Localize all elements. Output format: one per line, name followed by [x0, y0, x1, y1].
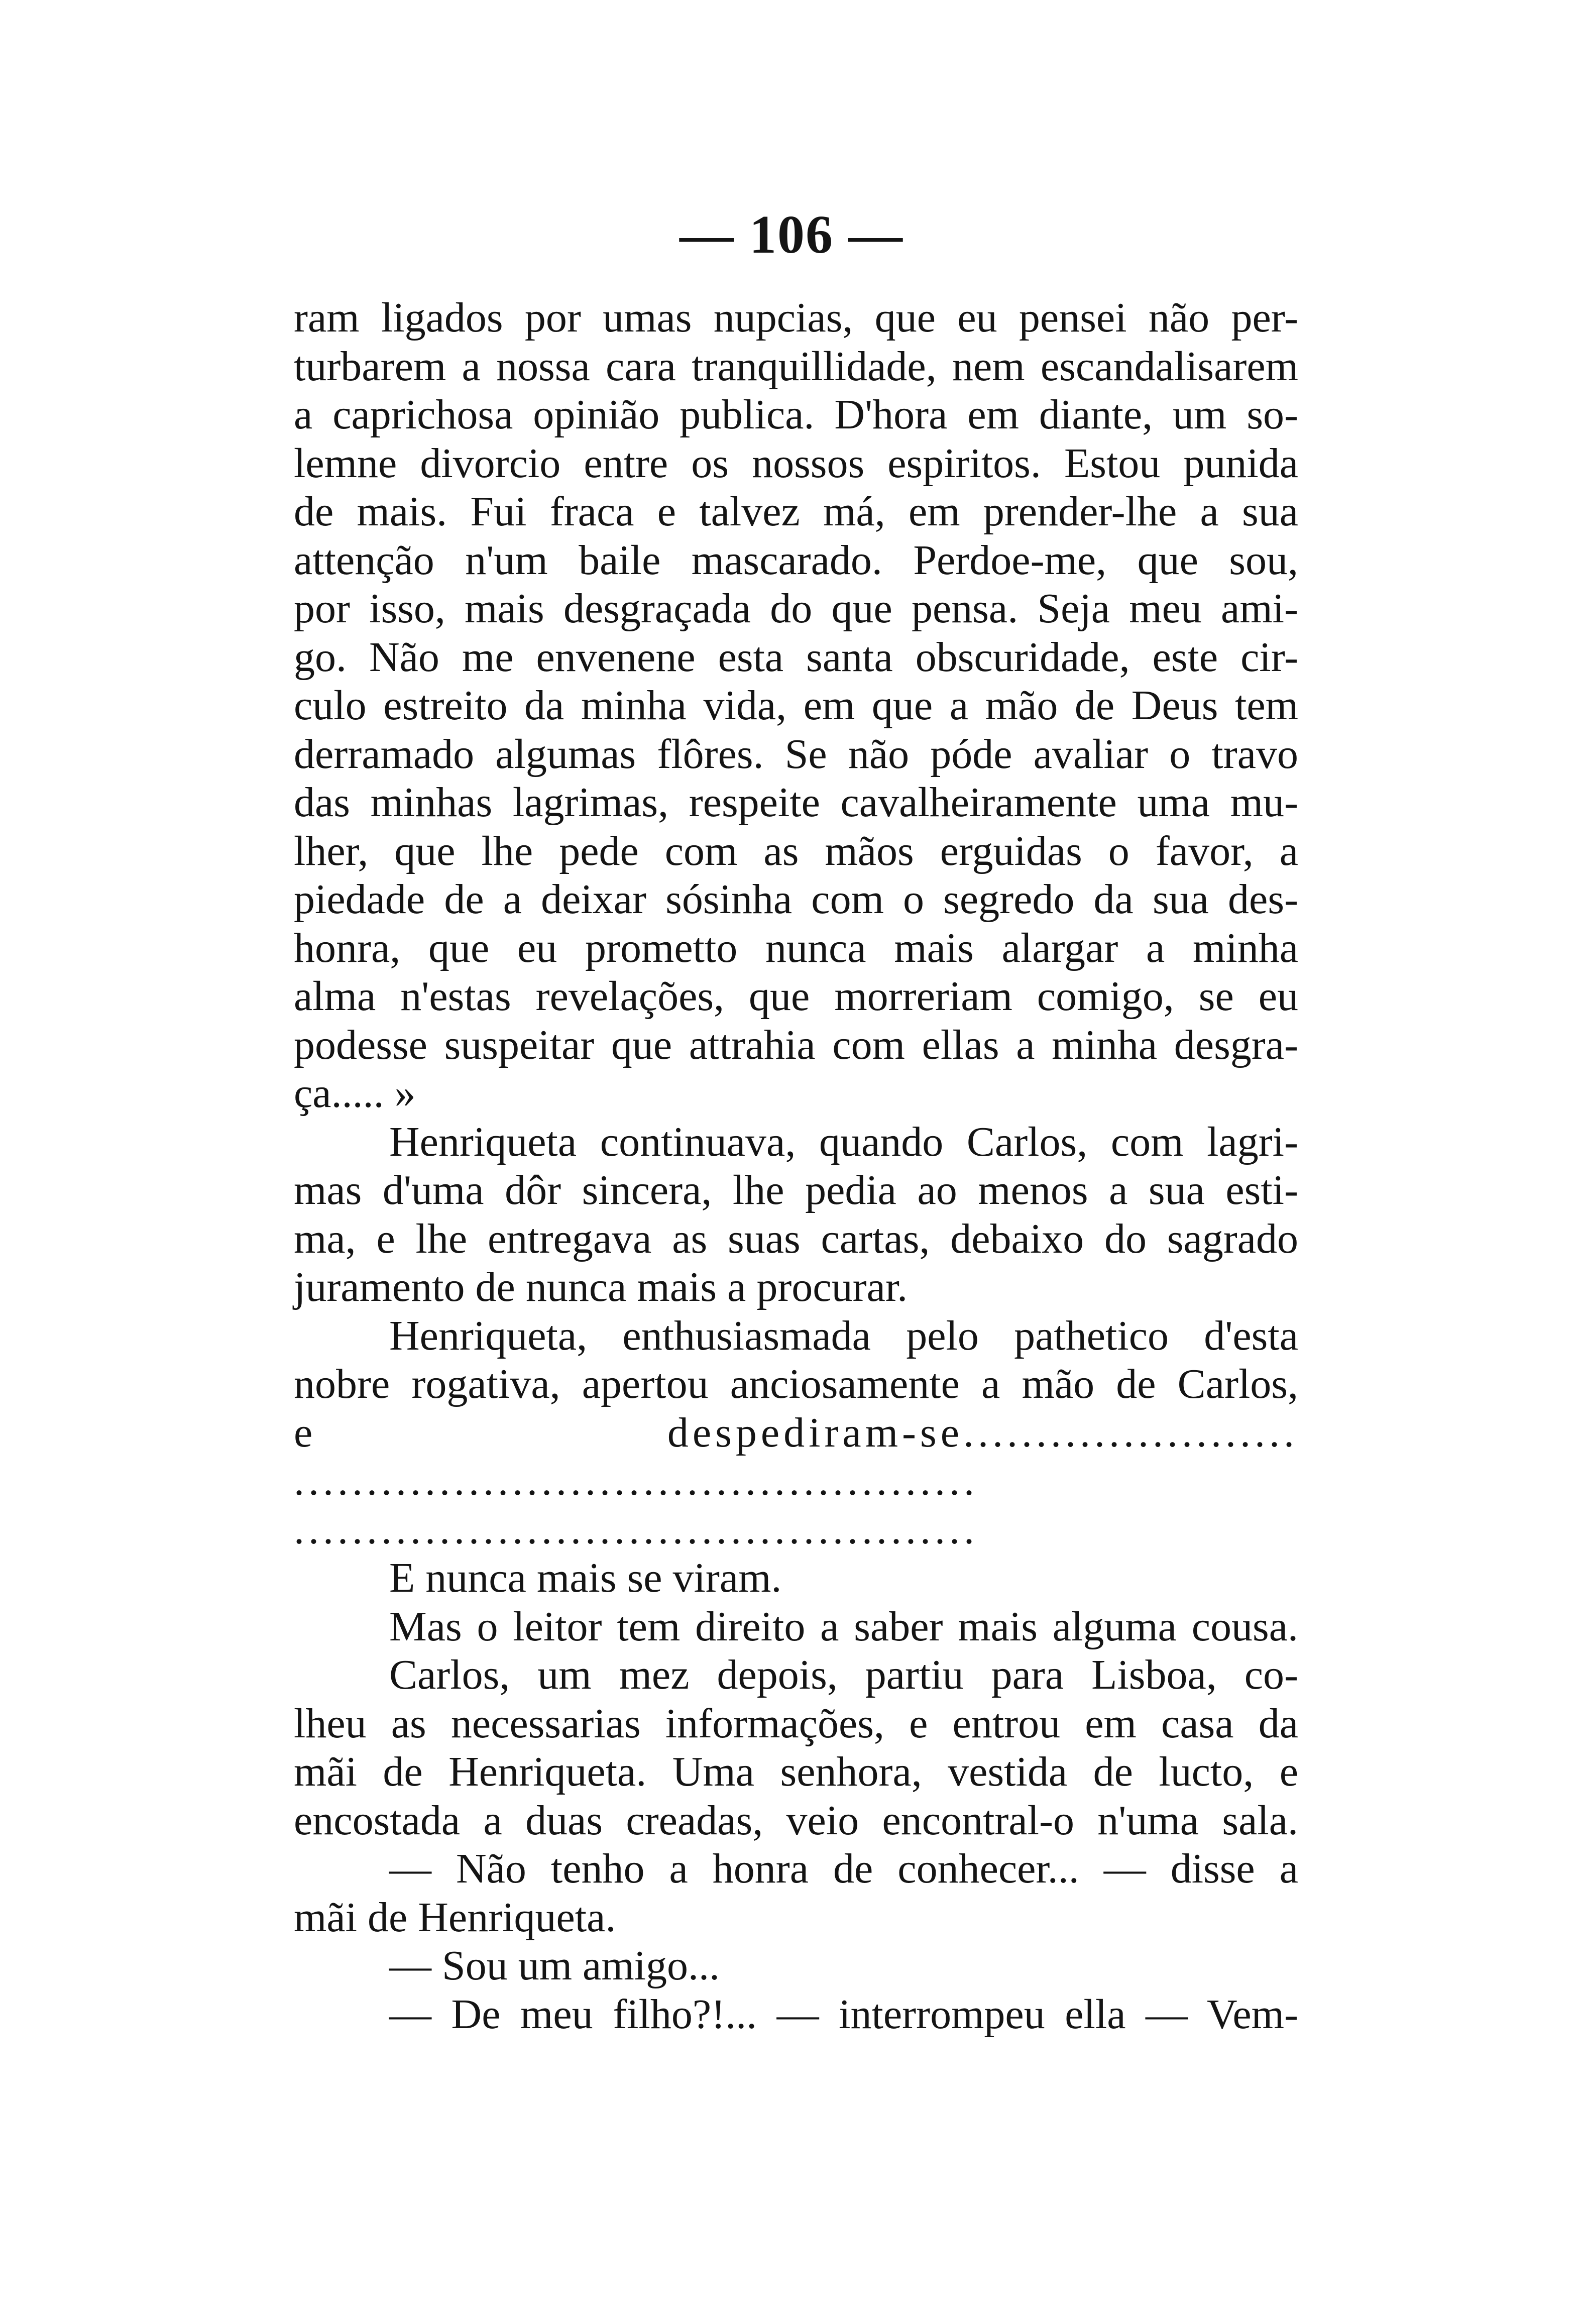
dotted-separator-line: ............................................... — [294, 1506, 978, 1553]
text-line: nobre rogativa, apertou anciosamente a mão de Carlos, — [294, 1361, 1298, 1407]
text-line: culo estreito da minha vida, em que a mão de Deus tem — [294, 682, 1298, 729]
text-line-with-leader: e despediram-se....................... — [294, 1409, 1298, 1456]
paragraph-start-line: Mas o leitor tem direito a saber mais alguma cousa. — [389, 1603, 1298, 1650]
text-line: lher, que lhe pede com as mãos erguidas o favor, a — [294, 827, 1298, 874]
text-line: a caprichosa opinião publica. D'hora em diante, um so- — [294, 391, 1298, 438]
page-number: — 106 — — [680, 205, 903, 265]
text-line: lheu as necessarias informações, e entrou em casa da — [294, 1700, 1298, 1747]
text-line: alma n'estas revelações, que morreriam comigo, se eu — [294, 973, 1298, 1020]
paragraph-start-line: Henriqueta, enthusiasmada pelo pathetico d'esta — [389, 1312, 1298, 1359]
text-line: mãi de Henriqueta. Uma senhora, vestida de lucto, e — [294, 1748, 1298, 1795]
paragraph-start-line: Henriqueta continuava, quando Carlos, com lagri- — [389, 1118, 1298, 1165]
dialogue-line: — De meu filho?!... — interrompeu ella — Vem- — [389, 1990, 1298, 2038]
text-line: mas d'uma dôr sincera, lhe pedia ao menos a sua esti- — [294, 1167, 1298, 1213]
text-line: go. Não me envenene esta santa obscuridade, este cir- — [294, 633, 1298, 681]
text-line: honra, que eu prometto nunca mais alargar a minha — [294, 924, 1298, 971]
text-line: ram ligados por umas nupcias, que eu pensei não per- — [294, 294, 1298, 341]
text-line: por isso, mais desgraçada do que pensa. Seja meu ami- — [294, 585, 1298, 632]
text-line: ça..... » — [294, 1070, 416, 1117]
dotted-separator-line: ............................................... — [294, 1458, 978, 1504]
paragraph-start-line: E nunca mais se viram. — [389, 1555, 782, 1601]
dialogue-line: — Sou um amigo... — [389, 1942, 720, 1989]
text-line: attenção n'um baile mascarado. Perdoe-me, que sou, — [294, 536, 1298, 584]
text-line: piedade de a deixar sósinha com o segredo da sua des- — [294, 876, 1298, 923]
dialogue-line: — Não tenho a honra de conhecer... — disse a — [389, 1845, 1298, 1892]
body-text — [294, 294, 1298, 2039]
text-line: podesse suspeitar que attrahia com ellas a minha desgra- — [294, 1021, 1298, 1068]
text-line: lemne divorcio entre os nossos espiritos. Estou punida — [294, 439, 1298, 487]
text-line: derramado algumas flôres. Se não póde avaliar o travo — [294, 730, 1298, 778]
text-line: de mais. Fui fraca e talvez má, em prender-lhe a sua — [294, 488, 1298, 535]
text-line: ma, e lhe entregava as suas cartas, debaixo do sagrado — [294, 1215, 1298, 1262]
text-line: mãi de Henriqueta. — [294, 1894, 616, 1941]
text-line: das minhas lagrimas, respeite cavalheiramente uma mu- — [294, 779, 1298, 826]
text-line: juramento de nunca mais a procurar. — [294, 1264, 908, 1310]
paragraph-start-line: Carlos, um mez depois, partiu para Lisboa, co- — [389, 1651, 1298, 1698]
text-line: turbarem a nossa cara tranquillidade, nem escandalisarem — [294, 343, 1298, 390]
text-line: encostada a duas creadas, veio encontral-o n'uma sala. — [294, 1797, 1298, 1844]
